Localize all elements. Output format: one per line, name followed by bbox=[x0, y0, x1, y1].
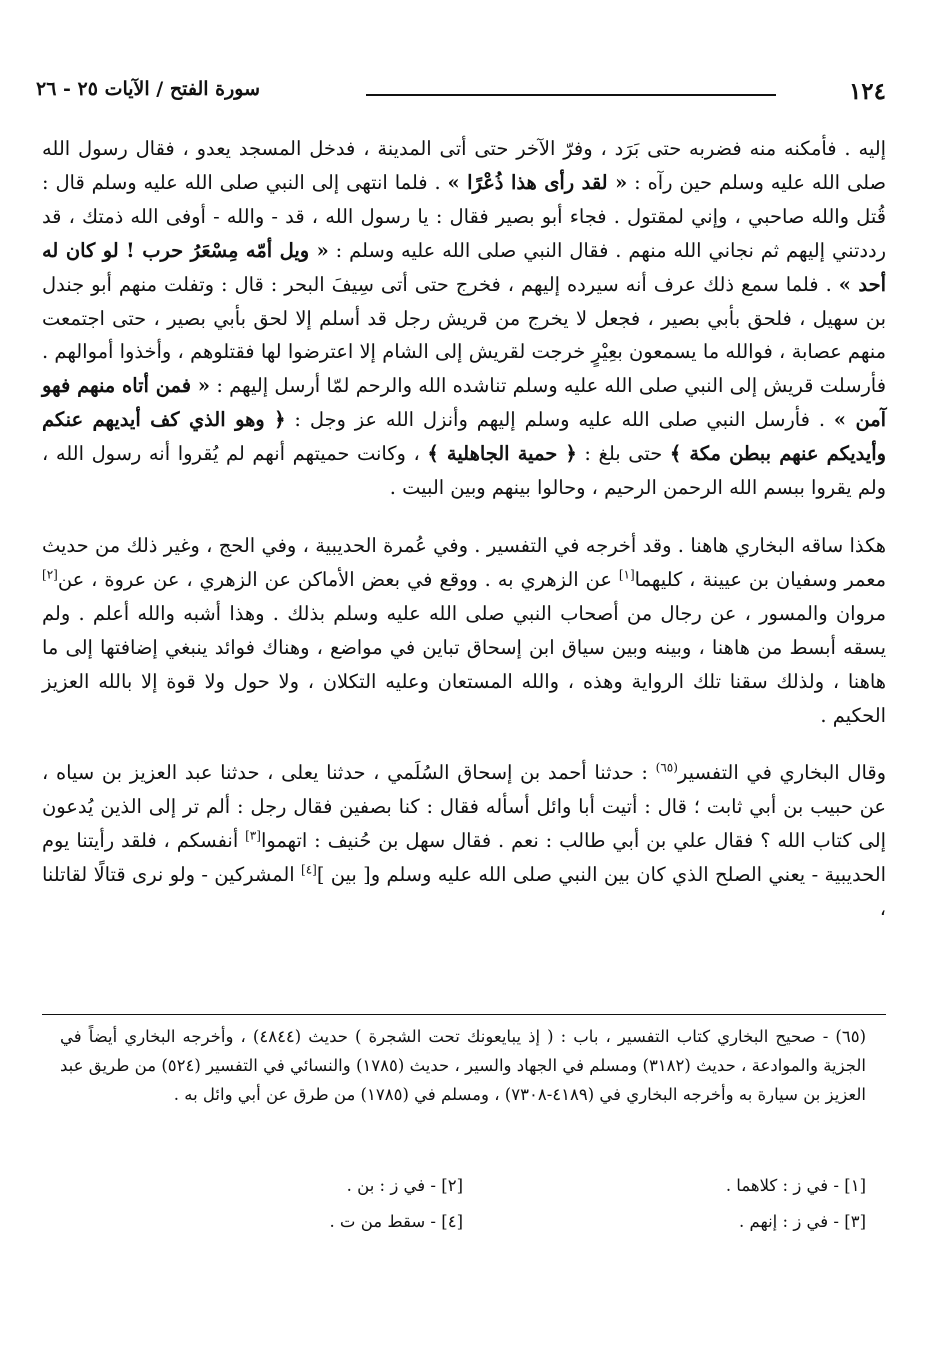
edit-note-1: [١] - في ز : كلاهما . bbox=[725, 1176, 866, 1195]
paragraph-3 bbox=[42, 756, 886, 926]
text-run: . فلما سمع ذلك عرف أنه سيرده إليهم ، فخرج حتى أتى سِيفَ البحر : قال : وتفلت منهم أبو جندل بن سهيل ، فلحق بأبي بصير ، فجعل لا يخرج من قريش رجل قد أسلم إلا لحق بأبي بصير ، حتى اجتمعت منهم عصابة ، فوالله ما يسمعون بعِيْرٍ خرجت لقريش إلى الشام إلا اعترضوا لها فقتلوهم ، وأخذوا أموالهم . فأرسلت قريش إلى النبي صلى الله عليه وسلم تناشده الله والرحم لمّا أرسل إليهم : bbox=[42, 272, 886, 398]
text-run: وقال البخاري في التفسير bbox=[677, 761, 886, 785]
edit-note-2: [٢] - في ز : بن . bbox=[346, 1176, 463, 1195]
text-run: مروان والمسور ، عن رجال من أصحاب النبي صلى الله عليه وسلم بذلك . وهذا أشبه والله أعلم . ولم يسقه أبسط من هاهنا ، وبينه وبين سياق ابن إسحاق تباين في مواضع ، وهناك فوائد ينبغي إضافتها إلى ما هاهنا ، ولذلك سقنا تلك الرواية وهذه ، والله المستعان وعليه التكلان ، ولا حول ولا قوة إلا بالله العزيز الحكيم . bbox=[42, 601, 887, 727]
header-rule bbox=[366, 94, 776, 96]
text-run: . فأرسل النبي صلى الله عليه وسلم إليهم وأنزل الله عز وجل : bbox=[285, 408, 834, 432]
edit-note-3: [٣] - في ز : إنهم . bbox=[739, 1212, 866, 1231]
edit-note-4: [٤] - سقط من ت . bbox=[329, 1212, 463, 1231]
text-run: ، وكانت حميتهم أنهم لم يُقروا أنه رسول الله ، ولم يقروا ببسم الله الرحمن الرحيم ، وحالوا بينهم وبين البيت . bbox=[42, 442, 886, 500]
footnote-ref: (٦٥) bbox=[655, 760, 678, 775]
running-title: سورة الفتح / الآيات ٢٥ - ٢٦ bbox=[36, 78, 260, 100]
text-run: إليه . فأمكنه منه فضربه حتى بَرَد ، وفرّ الآخر حتى أتى المدينة ، فدخل المسجد يعدو ، فقال رسول الله صلى الله عليه وسلم حين رآه : bbox=[42, 137, 886, 194]
edit-note-ref: [٣] bbox=[245, 828, 261, 843]
quran-verse: ﴿ حمية الجاهلية ﴾ bbox=[427, 442, 577, 466]
text-run: حتى بلغ : bbox=[576, 442, 670, 466]
edit-note-ref: [٤] bbox=[301, 862, 317, 877]
page-header bbox=[36, 78, 886, 112]
paragraph-2 bbox=[42, 529, 886, 732]
main-text bbox=[42, 132, 886, 926]
footnote-65: (٦٥) - صحيح البخاري كتاب التفسير ، باب : ( إذ يبايعونك تحت الشجرة ) حديث (٤٨٤٤) ، وأخرجه البخاري أيضاً في الجزية والموادعة ، حديث (٣١٨٢) ومسلم في الجهاد والسير ، حديث (١٧٨٥) والنسائي في التفسير (٥٢٤) من طريق عبد العزيز بن سيارة به وأخرجه البخاري في (٤١٨٩-٧٣٠٨) ، ومسلم في (١٧٨٥) من طرق عن أبي وائل به . bbox=[60, 1027, 867, 1104]
text-run: أنفسكم ، فلقد رأيتنا يوم الحديبية - يعني الصلح الذي كان بين النبي صلى الله عليه وسلم و[ بين ] bbox=[42, 829, 886, 887]
text-run: : حدثنا أحمد بن إسحاق السُلَمي ، حدثنا يعلى ، حدثنا عبد العزيز بن سياه ، عن حبيب بن أبي ثابت ؛ قال : أتيت أبا وائل أسأله فقال : كنا بصفين فقال رجل : ألم تر إلى الذين يُدعون إلى كتاب الله ؟ فقال علي بن أبي طالب : نعم . فقال سهل بن حُنيف : اتهموا bbox=[42, 761, 886, 853]
footnote-separator bbox=[42, 1014, 886, 1015]
edit-notes-right-column bbox=[479, 1168, 866, 1240]
edit-notes bbox=[60, 1168, 866, 1238]
text-run: المشركين - ولو نرى قتالًا لقاتلنا ، bbox=[42, 863, 886, 921]
edit-note-ref: [٢] bbox=[42, 567, 58, 582]
footnotes bbox=[60, 1022, 866, 1109]
quran-verse: ﴿ وهو الذي كف أيديهم عنكم وأيديكم عنهم ببطن مكة ﴾ bbox=[42, 408, 887, 466]
hadith-quote: « لقد رأى هذا ذُعْرًا » bbox=[447, 170, 628, 194]
text-run: هكذا ساقه البخاري هاهنا . وقد أخرجه في التفسير . وفي عُمرة الحديبية ، وفي الحج ، وغير ذلك من حديث معمر وسفيان بن عيينة ، كليهما bbox=[42, 533, 886, 591]
edit-note-ref: [١] bbox=[618, 567, 635, 582]
edit-notes-left-column bbox=[76, 1168, 463, 1240]
text-run: عن الزهري به . ووقع في بعض الأماكن عن الزهري ، عن عروة ، عن bbox=[57, 567, 619, 591]
hadith-quote: « فمن أتاه منهم فهو آمن » bbox=[42, 374, 886, 432]
text-run: . فلما انتهى إلى النبي صلى الله عليه وسلم قال : قُتل والله صاحبي ، وإني لمقتول . فجاء أبو بصير فقال : يا رسول الله ، قد - والله - أوفى الله ذمتك ، قد رددتني إليهم ثم نجاني الله منهم . فقال النبي صلى الله عليه وسلم : bbox=[42, 170, 886, 262]
hadith-quote: « ويل أمّه مِسْعَرُ حرب ! لو كان له أحد » bbox=[42, 238, 886, 296]
page-number: ١٢٤ bbox=[848, 78, 886, 105]
paragraph-1 bbox=[42, 132, 886, 505]
